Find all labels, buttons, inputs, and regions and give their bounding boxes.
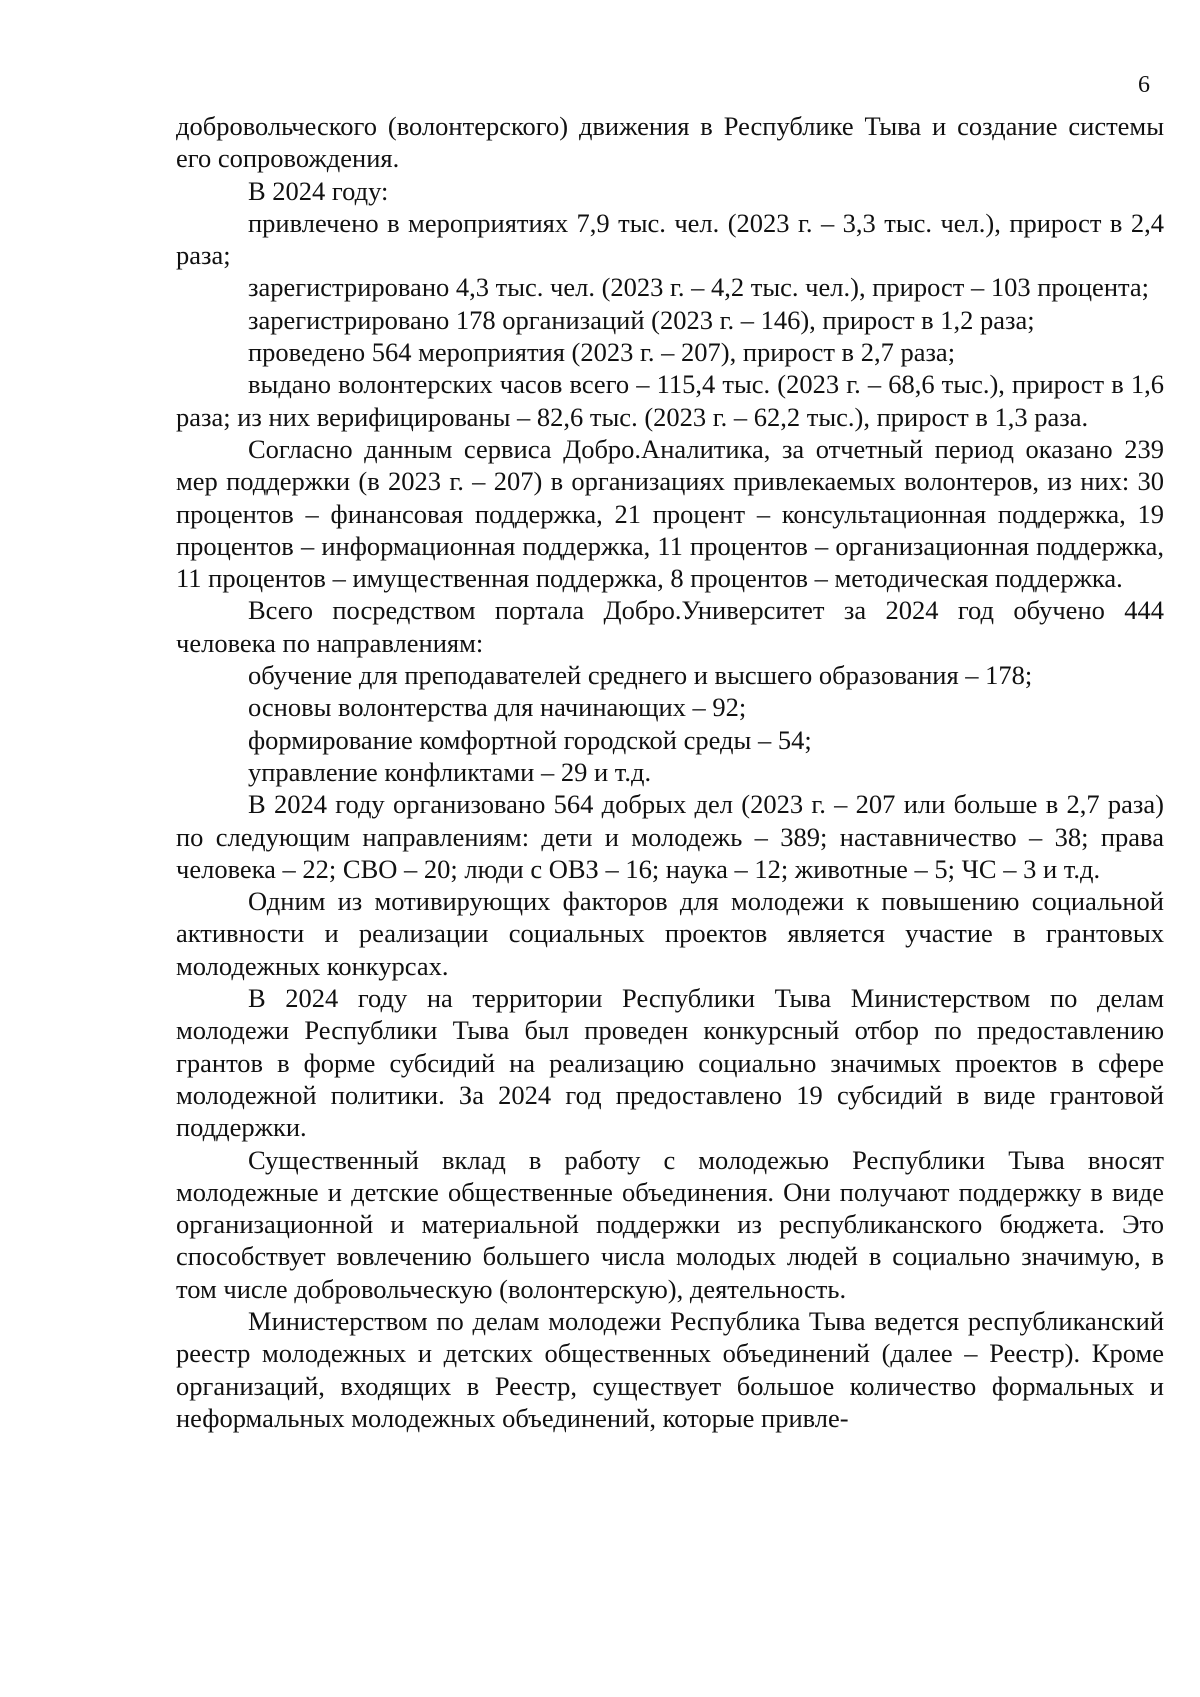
paragraph-year-heading: В 2024 году: bbox=[248, 175, 389, 206]
paragraph-youth-associations: Существенный вклад в работу с молодежью Республики Тыва вносят молодежные и детские общественные объединения. Они получают поддержку в виде организационной и материальной поддержки из республиканского бюджета. Это способствует вовлечению большего числа молодых людей в социально значимую, в том числе добровольческую (волонтерскую), деятельность. bbox=[176, 1144, 1164, 1304]
list-item-volunteer-hours: выдано волонтерских часов всего – 115,4 тыс. (2023 г. – 68,6 тыс.), прирост в 1,6 раза; из них верифицированы – 82,6 тыс. (2023 г. – 62,2 тыс.), прирост в 1,3 раза. bbox=[176, 369, 1164, 432]
list-item-registered-organizations: зарегистрировано 178 организаций (2023 г. – 146), прирост в 1,2 раза; bbox=[248, 304, 1035, 335]
paragraph-grant-competition: В 2024 году на территории Республики Тыва Министерством по делам молодежи Республики Тыва был проведен конкурсный отбор по предоставлению грантов в форме субсидий на реализацию социально значимых проектов в сфере молодежной политики. За 2024 год предоставлено 19 субсидий в виде грантовой поддержки. bbox=[176, 983, 1164, 1143]
paragraph-support-measures: Согласно данным сервиса Добро.Аналитика, за отчетный период оказано 239 мер поддержки (в 2023 г. – 207) в организациях привлекаемых волонтеров, из них: 30 процентов – финансовая поддержка, 21 процент – консультационная поддержка, 19 процентов – информационная поддержка, 11 процентов – организационная поддержка, 11 процентов – имущественная поддержка, 8 процентов – методическая поддержка. bbox=[176, 433, 1164, 594]
list-item-conflict-management: управление конфликтами – 29 и т.д. bbox=[248, 756, 652, 787]
paragraph-university-training: Всего посредством портала Добро.Университет за 2024 год обучено 444 человека по направлениям: bbox=[176, 595, 1164, 658]
list-item-volunteering-basics: основы волонтерства для начинающих – 92; bbox=[248, 692, 747, 723]
document-body bbox=[176, 110, 1164, 1434]
page-number: 6 bbox=[1138, 72, 1150, 98]
paragraph-register: Министерством по делам молодежи Республика Тыва ведется республиканский реестр молодежных и детских общественных объединений (далее – Реестр). Кроме организаций, входящих в Реестр, существует большое количество формальных и неформальных молодежных объединений, которые привле- bbox=[176, 1305, 1164, 1433]
list-item-registered-people: зарегистрировано 4,3 тыс. чел. (2023 г. – 4,2 тыс. чел.), прирост – 103 процента; bbox=[248, 272, 1150, 303]
list-item-urban-environment: формирование комфортной городской среды – 54; bbox=[248, 724, 812, 755]
paragraph-continuation: добровольческого (волонтерского) движения в Республике Тыва и создание системы его сопровождения. bbox=[176, 111, 1164, 174]
paragraph-good-deeds: В 2024 году организовано 564 добрых дел (2023 г. – 207 или больше в 2,7 раза) по следующим направлениям: дети и молодежь – 389; наставничество – 38; права человека – 22; СВО – 20; люди с ОВЗ – 16; наука – 12; животные – 5; ЧС – 3 и т.д. bbox=[176, 789, 1164, 884]
list-item-events: проведено 564 мероприятия (2023 г. – 207), прирост в 2,7 раза; bbox=[248, 337, 956, 368]
list-item-participants: привлечено в мероприятиях 7,9 тыс. чел. (2023 г. – 3,3 тыс. чел.), прирост в 2,4 раза; bbox=[176, 207, 1164, 271]
paragraph-motivation-factors: Одним из мотивирующих факторов для молодежи к повышению социальной активности и реализации социальных проектов является участие в грантовых молодежных конкурсах. bbox=[176, 886, 1164, 981]
list-item-teachers-training: обучение для преподавателей среднего и высшего образования – 178; bbox=[248, 660, 1033, 691]
